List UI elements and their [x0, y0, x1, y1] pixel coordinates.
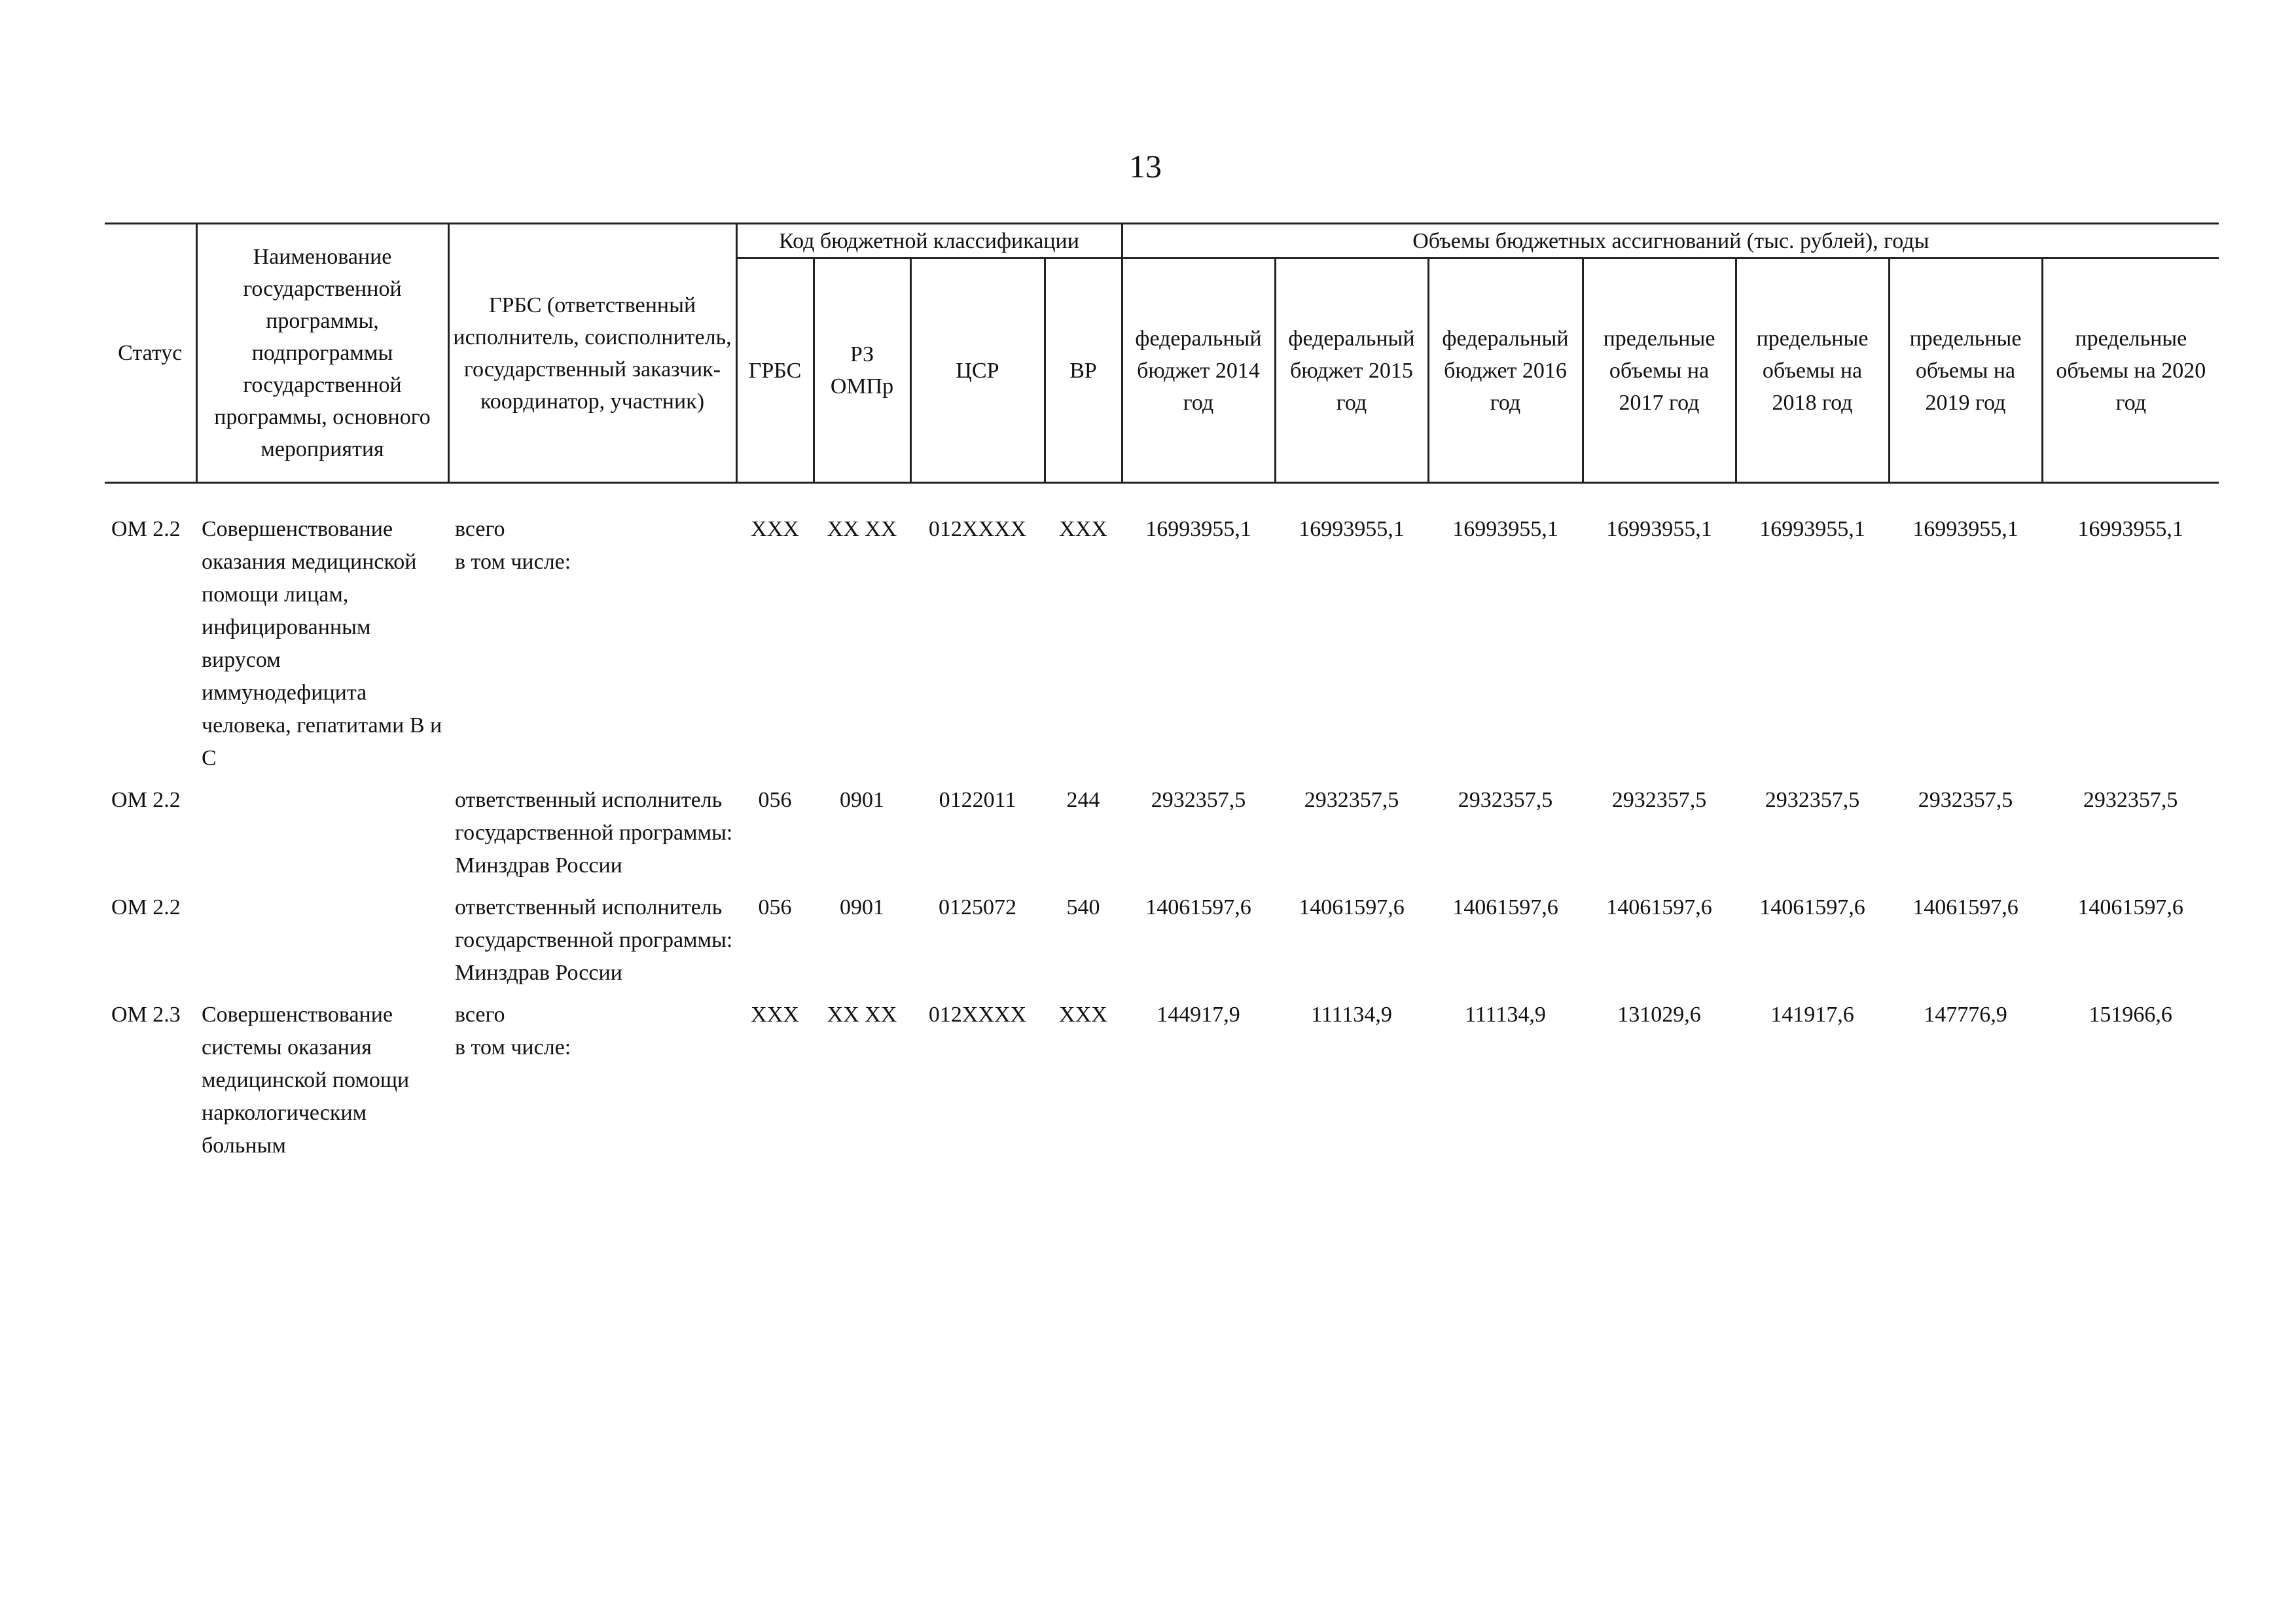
row-vr: ХХХ [1059, 517, 1107, 541]
row-value-2020: 151966,6 [2089, 1003, 2172, 1027]
row-value-2018: 141917,6 [1770, 1003, 1854, 1027]
header-year-2017: предельные объемы на 2017 год [1583, 259, 1736, 483]
header-year-2019: предельные объемы на 2019 год [1889, 259, 2042, 483]
row-vr: 540 [1066, 895, 1100, 919]
row-value-2015: 14061597,6 [1299, 895, 1405, 919]
row-vr: ХХХ [1059, 1003, 1107, 1027]
row-csr: 0122011 [939, 788, 1016, 812]
row-value-2015: 111134,9 [1311, 1003, 1392, 1027]
row-name [196, 891, 448, 999]
row-grbs: ХХХ [751, 517, 799, 541]
header-status: Статус [105, 224, 196, 483]
row-value-2016: 14061597,6 [1452, 895, 1558, 919]
row-value-2015: 2932357,5 [1304, 788, 1399, 812]
row-value-2018: 14061597,6 [1759, 895, 1865, 919]
row-grbs-text: всего в том числе: [455, 1003, 571, 1060]
header-year-2014: федеральный бюджет 2014 год [1122, 259, 1275, 483]
header-year-2020: предельные объемы на 2020 год [2042, 259, 2219, 483]
row-vr: 244 [1066, 788, 1100, 812]
row-status: ОМ 2.2 [111, 517, 181, 541]
row-csr: 0125072 [939, 895, 1016, 919]
row-grbs-text: ответственный исполнитель государственной программы: Минздрав России [455, 895, 733, 985]
row-name: Совершенствование оказания медицинской помощи лицам, инфицированным вирусом иммунодефицита человека, гепатитами В и С [202, 517, 442, 770]
row-value-2018: 16993955,1 [1759, 517, 1865, 541]
header-csr: ЦСР [910, 259, 1045, 483]
header-year-2015: федеральный бюджет 2015 год [1275, 259, 1428, 483]
header-rz: РЗ ОМПр [814, 259, 910, 483]
row-value-2020: 2932357,5 [2083, 788, 2178, 812]
row-value-2017: 2932357,5 [1611, 788, 1707, 812]
row-value-2016: 16993955,1 [1452, 517, 1558, 541]
row-value-2014: 14061597,6 [1145, 895, 1251, 919]
table-row [105, 999, 2219, 1171]
row-csr: 012ХХХХ [928, 517, 1027, 541]
header-vr: ВР [1045, 259, 1122, 483]
row-value-2017: 16993955,1 [1606, 517, 1712, 541]
header-name: Наименование государственной программы, подпрограммы государственной программы, основного мероприятия [196, 224, 448, 483]
row-grbs: 056 [758, 788, 792, 812]
page-number: 13 [1129, 148, 1162, 185]
row-value-2014: 2932357,5 [1151, 788, 1246, 812]
row-rz: ХХ ХХ [827, 1003, 897, 1027]
row-value-2019: 147776,9 [1924, 1003, 2007, 1027]
row-value-2016: 111134,9 [1465, 1003, 1546, 1027]
row-value-2017: 14061597,6 [1606, 895, 1712, 919]
row-grbs-text: ответственный исполнитель государственной программы: Минздрав России [455, 788, 733, 878]
row-name: Совершенствование системы оказания медицинской помощи наркологическим больным [202, 1003, 410, 1158]
row-grbs: 056 [758, 895, 792, 919]
header-year-2016: федеральный бюджет 2016 год [1428, 259, 1583, 483]
row-value-2019: 14061597,6 [1912, 895, 2018, 919]
row-value-2020: 14061597,6 [2077, 895, 2183, 919]
header-grbs: ГРБС [736, 259, 814, 483]
row-csr: 012ХХХХ [928, 1003, 1027, 1027]
header-code-group: Код бюджетной классификации [736, 224, 1122, 259]
row-value-2015: 16993955,1 [1299, 517, 1405, 541]
row-value-2017: 131029,6 [1617, 1003, 1701, 1027]
row-value-2016: 2932357,5 [1458, 788, 1553, 812]
row-value-2018: 2932357,5 [1765, 788, 1860, 812]
header-volumes-group: Объемы бюджетных ассигнований (тыс. рублей), годы [1122, 224, 2219, 259]
table-row [105, 483, 2219, 785]
budget-table [105, 223, 2219, 1171]
row-value-2019: 2932357,5 [1918, 788, 2013, 812]
header-year-2018: предельные объемы на 2018 год [1736, 259, 1889, 483]
row-status: ОМ 2.2 [111, 895, 181, 919]
row-grbs-text: всего в том числе: [455, 517, 571, 574]
row-status: ОМ 2.2 [111, 788, 181, 812]
row-rz: 0901 [840, 788, 884, 812]
row-value-2014: 144917,9 [1157, 1003, 1240, 1027]
header-grbs-role: ГРБС (ответственный исполнитель, соисполнитель, государственный заказчик-координатор, участник) [448, 224, 736, 483]
table-body [105, 483, 2219, 1172]
row-status: ОМ 2.3 [111, 1003, 181, 1027]
row-grbs: ХХХ [751, 1003, 799, 1027]
budget-table-container [105, 223, 2206, 1171]
table-row [105, 784, 2219, 891]
table-header [105, 224, 2219, 483]
row-value-2014: 16993955,1 [1145, 517, 1251, 541]
row-rz: ХХ ХХ [827, 517, 897, 541]
table-row [105, 891, 2219, 999]
row-value-2020: 16993955,1 [2077, 517, 2183, 541]
row-rz: 0901 [840, 895, 884, 919]
row-name [196, 784, 448, 891]
row-value-2019: 16993955,1 [1912, 517, 2018, 541]
